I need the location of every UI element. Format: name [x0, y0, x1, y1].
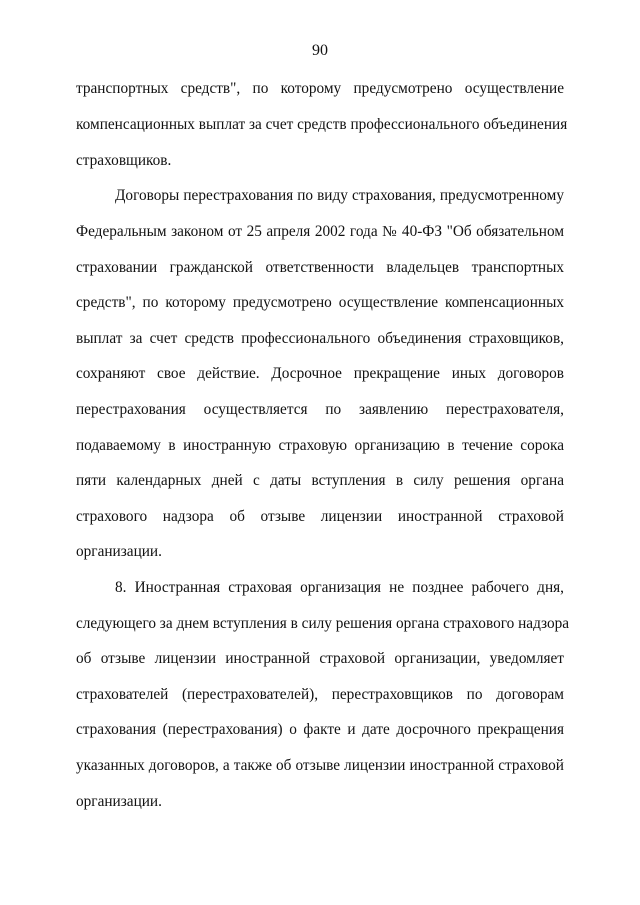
text-line: страховании гражданской ответственности владельцев транспортных	[76, 259, 564, 276]
text-line: организации.	[76, 793, 162, 810]
text-line: компенсационных выплат за счет средств профессионального объединения	[76, 116, 568, 133]
text-line: средств", по которому предусмотрено осуществление компенсационных	[76, 294, 564, 311]
text-line: организации.	[76, 543, 162, 560]
text-line: страхователей (перестрахователей), перестраховщиков по договорам	[76, 686, 564, 703]
text-line: страхового надзора об отзыве лицензии иностранной страховой	[76, 508, 564, 525]
page-number: 90	[312, 42, 328, 59]
text-line: Федеральным законом от 25 апреля 2002 года № 40-ФЗ "Об обязательном	[76, 223, 564, 240]
text-line: страховщиков.	[76, 152, 172, 169]
text-line: перестрахования осуществляется по заявлению перестрахователя,	[76, 401, 564, 418]
paragraph-start-line: Договоры перестрахования по виду страхования, предусмотренному	[115, 187, 564, 204]
text-line: выплат за счет средств профессионального объединения страховщиков,	[76, 330, 564, 347]
text-line: об отзыве лицензии иностранной страховой организации, уведомляет	[76, 650, 564, 667]
text-line: транспортных средств", по которому предусмотрено осуществление	[76, 80, 564, 97]
text-line: сохраняют свое действие. Досрочное прекращение иных договоров	[76, 365, 564, 382]
text-line: страхования (перестрахования) о факте и дате досрочного прекращения	[76, 721, 564, 738]
text-line: указанных договоров, а также об отзыве лицензии иностранной страховой	[76, 757, 564, 774]
text-line: подаваемому в иностранную страховую организацию в течение сорока	[76, 437, 564, 454]
text-line: пяти календарных дней с даты вступления в силу решения органа	[76, 472, 564, 489]
paragraph-start-line: 8. Иностранная страховая организация не позднее рабочего дня,	[115, 579, 564, 596]
text-line: следующего за днем вступления в силу решения органа страхового надзора	[76, 615, 570, 632]
